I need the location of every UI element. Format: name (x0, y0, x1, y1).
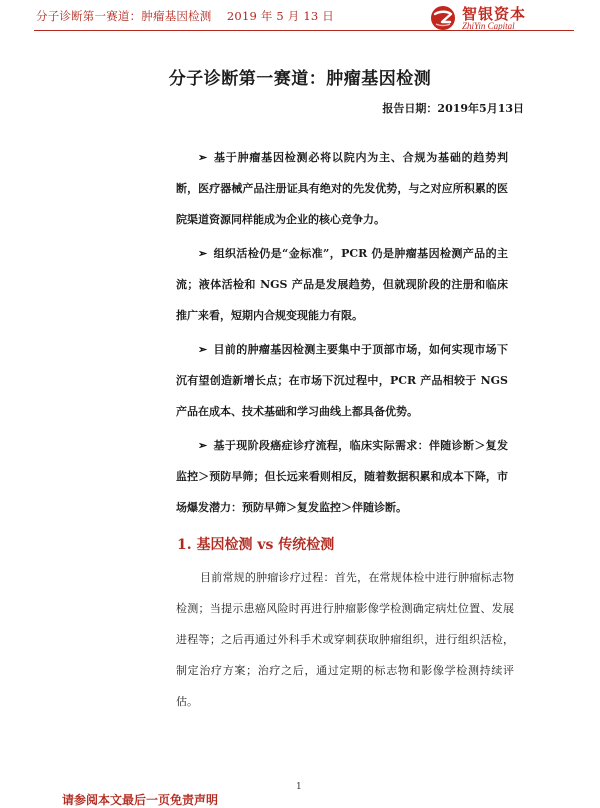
page-title: 分子诊断第一赛道：肿瘤基因检测 (168, 69, 432, 89)
summary-bullet (176, 334, 508, 427)
summary-bullet-text: 基于肿瘤基因检测必将以院内为主、合规为基础的趋势判断，医疗器械产品注册证具有绝对的先发优势，与之对应所积累的医院渠道资源同样能成为企业的核心竞争力。 (176, 151, 508, 226)
summary-bullet (176, 238, 508, 331)
summary-bullet (176, 430, 508, 523)
summary-bullet-text: 基于现阶段癌症诊疗流程，临床实际需求：伴随诊断＞复发监控＞预防早筛；但长远来看则相反，随着数据积累和成本下降，市场爆发潜力：预防早筛＞复发监控＞伴随诊断。 (176, 439, 508, 514)
disclaimer-note: 请参阅本文最后一页免责声明 (62, 793, 219, 807)
body-paragraph: 目前常规的肿瘤诊疗过程：首先，在常规体检中进行肿瘤标志物检测；当提示患癌风险时再进行肿瘤影像学检测确定病灶位置、发展进程等；之后再通过外科手术或穿刺获取肿瘤组织，进行组织活检，制定治疗方案；治疗之后，通过定期的标志物和影像学检测持续评估。 (176, 571, 514, 708)
section-heading: 1. 基因检测 vs 传统检测 (177, 537, 335, 553)
summary-bullet-text: 目前的肿瘤基因检测主要集中于顶部市场，如何实现市场下沉有望创造新增长点；在市场下沉过程中，PCR 产品相较于 NGS 产品在成本、技术基础和学习曲线上都具备优势。 (176, 343, 508, 418)
summary-list (176, 142, 508, 526)
arrowhead-bullet-icon: ➢ (198, 343, 208, 356)
running-header: 分子诊断第一赛道：肿瘤基因检测 2019 年 5 月 13 日 (36, 9, 334, 23)
arrowhead-bullet-icon: ➢ (198, 247, 208, 260)
report-date: 报告日期：2019年5月13日 (382, 102, 524, 115)
page-number: 1 (296, 782, 302, 792)
logo-chinese-name: 智银资本 (462, 5, 527, 23)
summary-bullet-text: 组织活检仍是“金标准”，PCR 仍是肿瘤基因检测产品的主流；液体活检和 NGS 产品是发展趋势，但就现阶段的注册和临床推广来看，短期内合规变现能力有限。 (176, 247, 508, 322)
arrowhead-bullet-icon: ➢ (198, 439, 208, 452)
logo-english-name: ZhiYin Capital (462, 21, 515, 31)
summary-bullet (176, 142, 508, 235)
header-divider (34, 30, 574, 31)
arrowhead-bullet-icon: ➢ (198, 151, 208, 164)
zhiyin-capital-emblem-icon (430, 5, 456, 31)
company-logo (430, 2, 580, 32)
